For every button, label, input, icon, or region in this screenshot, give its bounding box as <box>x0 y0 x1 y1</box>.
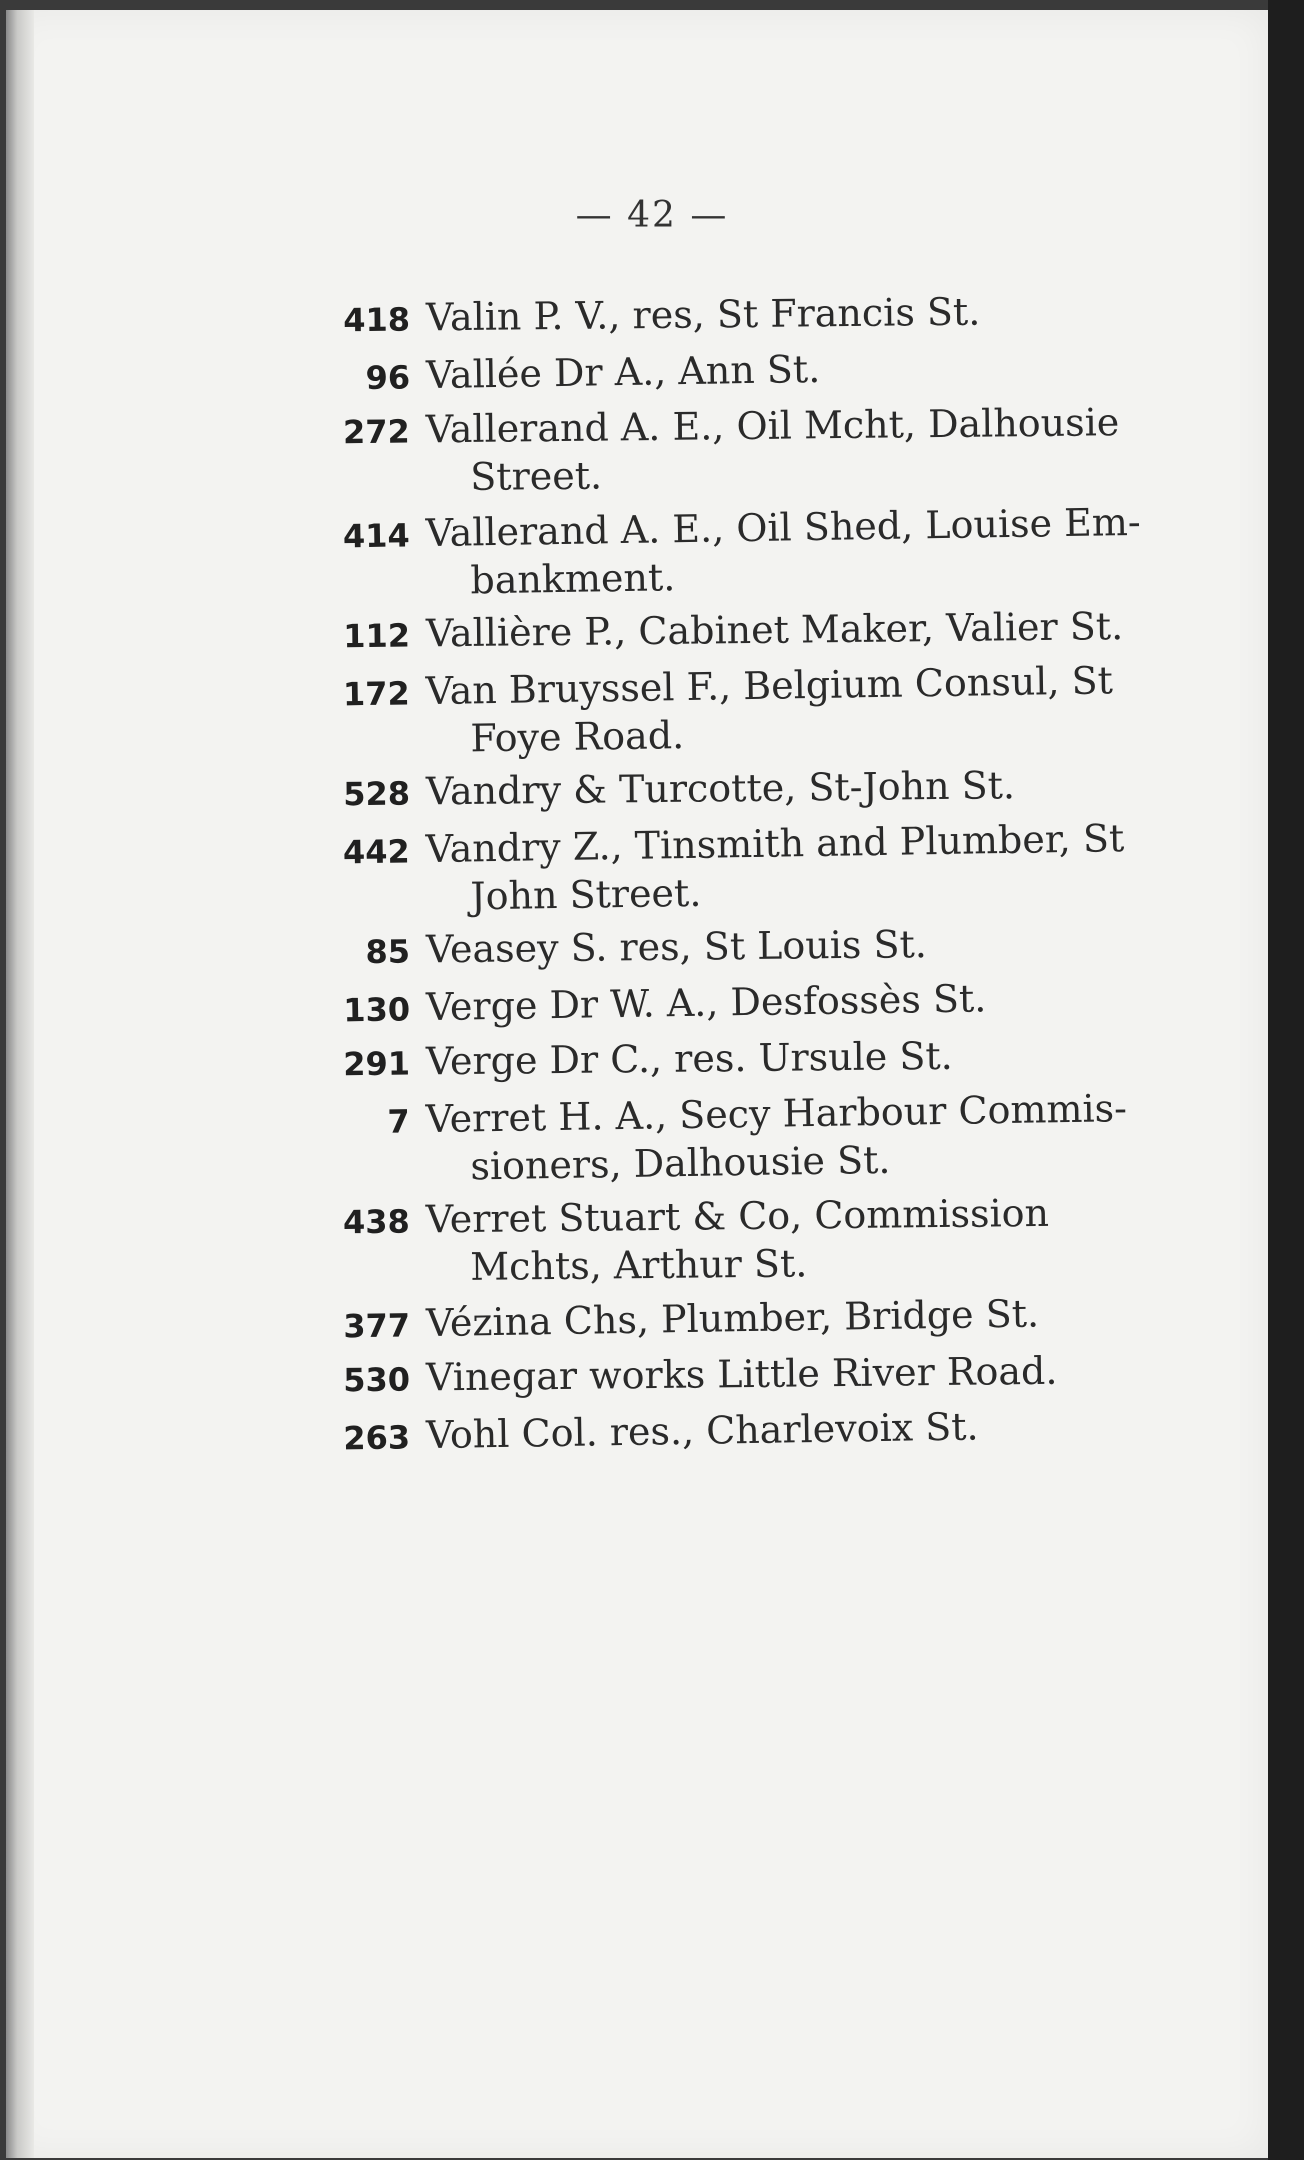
entry-line: Veasey S. res, St Louis St. <box>425 922 928 972</box>
directory-entry <box>299 497 1200 607</box>
entry-line: Vandry & Turcotte, St-John St. <box>425 763 1016 814</box>
entry-number: 291 <box>343 1044 411 1084</box>
entry-line: Verge Dr W. A., Desfossès St. <box>425 976 987 1030</box>
entry-continuation-line: John Street. <box>470 870 702 919</box>
directory-entry <box>300 285 1200 344</box>
directory-entry <box>300 397 1201 502</box>
directory-entry <box>300 601 1200 660</box>
entry-continuation-line: Mchts, Arthur St. <box>470 1241 808 1289</box>
entry-line: Vinegar works Little River Road. <box>425 1348 1058 1400</box>
page-edge <box>6 10 34 2158</box>
page-number: — 42 — <box>575 195 729 236</box>
directory-entry <box>299 655 1200 765</box>
entry-number: 7 <box>387 1102 410 1141</box>
directory-entries <box>300 290 1200 1462</box>
entry-number: 414 <box>342 516 410 556</box>
directory-entry <box>300 917 1200 976</box>
directory-entry <box>300 1399 1201 1463</box>
entry-number: 172 <box>342 674 410 714</box>
entry-line: Verge Dr C., res. Ursule St. <box>425 1033 953 1084</box>
entry-number: 130 <box>342 990 411 1030</box>
entry-text <box>426 971 1201 1031</box>
entry-number: 438 <box>342 1202 410 1242</box>
directory-entry <box>299 813 1200 923</box>
entry-text <box>426 397 1201 501</box>
entry-text <box>426 601 1200 657</box>
directory-entry <box>300 1029 1200 1088</box>
entry-text <box>425 813 1200 921</box>
entry-text <box>426 759 1200 815</box>
entry-text <box>426 339 1201 399</box>
entry-line: Verret Stuart & Co, Commission <box>425 1190 1050 1242</box>
entry-line: Vézina Chs, Plumber, Bridge St. <box>425 1291 1040 1346</box>
entry-line: Vohl Col. res., Charlevoix St. <box>425 1404 979 1458</box>
entry-number: 530 <box>343 1360 411 1400</box>
entry-line: Vallerand A. E., Oil Shed, Louise Em- <box>425 499 1142 556</box>
directory-entry <box>299 1083 1200 1193</box>
entry-line: Vandry Z., Tinsmith and Plumber, St <box>425 816 1125 872</box>
entry-number: 377 <box>342 1306 411 1346</box>
entry-continuation-line: Street. <box>470 453 603 499</box>
entry-number: 418 <box>343 300 411 340</box>
entry-line: Vallière P., Cabinet Maker, Valier St. <box>425 604 1124 656</box>
entry-text <box>426 1187 1201 1291</box>
entry-line: Van Bruyssel F., Belgium Consul, St <box>425 658 1114 714</box>
directory-entry <box>300 759 1200 818</box>
entry-line: Verret H. A., Secy Harbour Commis- <box>425 1086 1128 1142</box>
entry-number: 85 <box>365 932 411 972</box>
entry-text <box>425 655 1200 763</box>
entry-number: 442 <box>342 832 410 872</box>
directory-entry <box>300 1345 1200 1404</box>
entry-continuation-line: bankment. <box>470 555 676 603</box>
entry-continuation-line: Foye Road. <box>470 713 685 761</box>
entry-text <box>426 1029 1200 1085</box>
entry-number: 272 <box>342 412 410 452</box>
entry-line: Vallée Dr A., Ann St. <box>425 346 821 398</box>
entry-text <box>426 1287 1201 1347</box>
entry-number: 528 <box>343 774 411 814</box>
entry-text <box>425 1083 1200 1191</box>
directory-entry <box>300 1187 1201 1292</box>
entry-line: Valin P. V., res, St Francis St. <box>425 289 981 340</box>
entry-text <box>426 285 1200 341</box>
directory-entry <box>300 339 1201 403</box>
directory-entry <box>300 971 1201 1035</box>
entry-text <box>426 1345 1200 1401</box>
entry-text <box>426 917 1200 973</box>
entry-number: 112 <box>343 616 411 656</box>
entry-text <box>425 497 1200 605</box>
entry-line: Vallerand A. E., Oil Mcht, Dalhousie <box>425 400 1120 452</box>
scan-margin <box>1268 0 1304 2160</box>
entry-text <box>426 1399 1201 1459</box>
entry-number: 96 <box>365 358 411 398</box>
directory-entry <box>300 1287 1201 1351</box>
entry-continuation-line: sioners, Dalhousie St. <box>470 1137 891 1189</box>
entry-number: 263 <box>342 1418 411 1458</box>
